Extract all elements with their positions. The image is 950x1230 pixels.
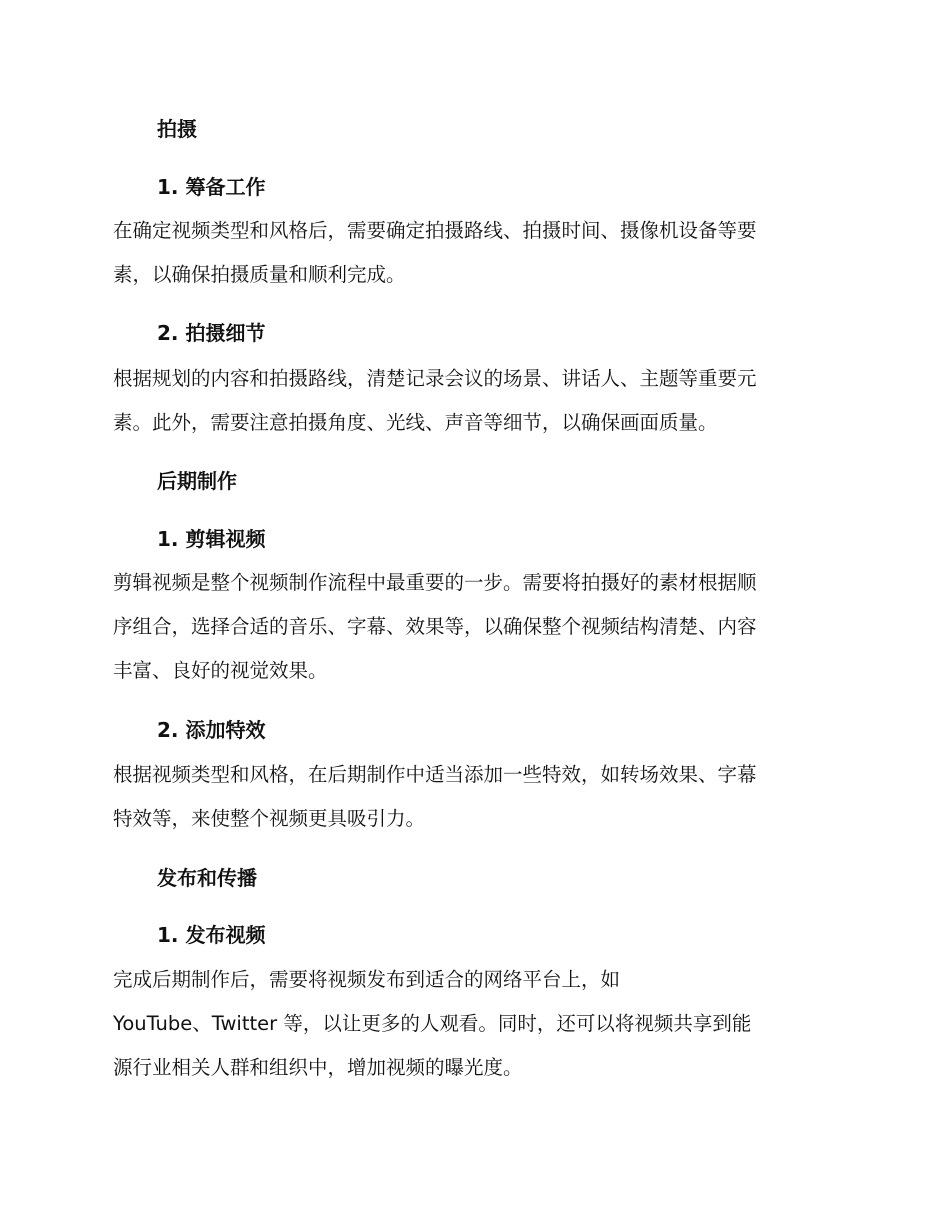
paragraph: [113, 561, 843, 693]
subsection-heading: 2. 添加特效: [157, 718, 266, 742]
paragraph-line: 根据规划的内容和拍摄路线，清楚记录会议的场景、讲话人、主题等重要元: [113, 367, 757, 390]
paragraph-line: 丰富、良好的视觉效果。: [113, 659, 328, 682]
paragraph: [113, 209, 843, 297]
paragraph: [113, 753, 843, 841]
subsection-heading: 1. 发布视频: [157, 923, 266, 947]
subsection-heading: 1. 剪辑视频: [157, 527, 266, 551]
subsection-heading: 2. 拍摄细节: [157, 321, 266, 345]
paragraph-line: 剪辑视频是整个视频制作流程中最重要的一步。需要将拍摄好的素材根据顺: [113, 571, 757, 594]
paragraph: [113, 958, 843, 1090]
paragraph-line: 特效等，来使整个视频更具吸引力。: [113, 807, 426, 830]
paragraph-line: YouTube、Twitter 等，以让更多的人观看。同时，还可以将视频共享到能: [113, 1012, 752, 1035]
section-title: 后期制作: [157, 469, 237, 493]
paragraph-line: 源行业相关人群和组织中，增加视频的曝光度。: [113, 1056, 523, 1079]
subsection-heading: 1. 筹备工作: [157, 175, 266, 199]
paragraph-line: 序组合，选择合适的音乐、字幕、效果等，以确保整个视频结构清楚、内容: [113, 615, 757, 638]
paragraph-line: 在确定视频类型和风格后，需要确定拍摄路线、拍摄时间、摄像机设备等要: [113, 219, 757, 242]
section-title: 发布和传播: [157, 866, 257, 890]
paragraph-line: 完成后期制作后，需要将视频发布到适合的网络平台上，如: [113, 968, 621, 991]
paragraph-line: 根据视频类型和风格，在后期制作中适当添加一些特效，如转场效果、字幕: [113, 763, 757, 786]
section-title: 拍摄: [157, 117, 197, 141]
paragraph: [113, 357, 843, 445]
paragraph-line: 素。此外，需要注意拍摄角度、光线、声音等细节，以确保画面质量。: [113, 411, 718, 434]
paragraph-line: 素，以确保拍摄质量和顺利完成。: [113, 263, 406, 286]
